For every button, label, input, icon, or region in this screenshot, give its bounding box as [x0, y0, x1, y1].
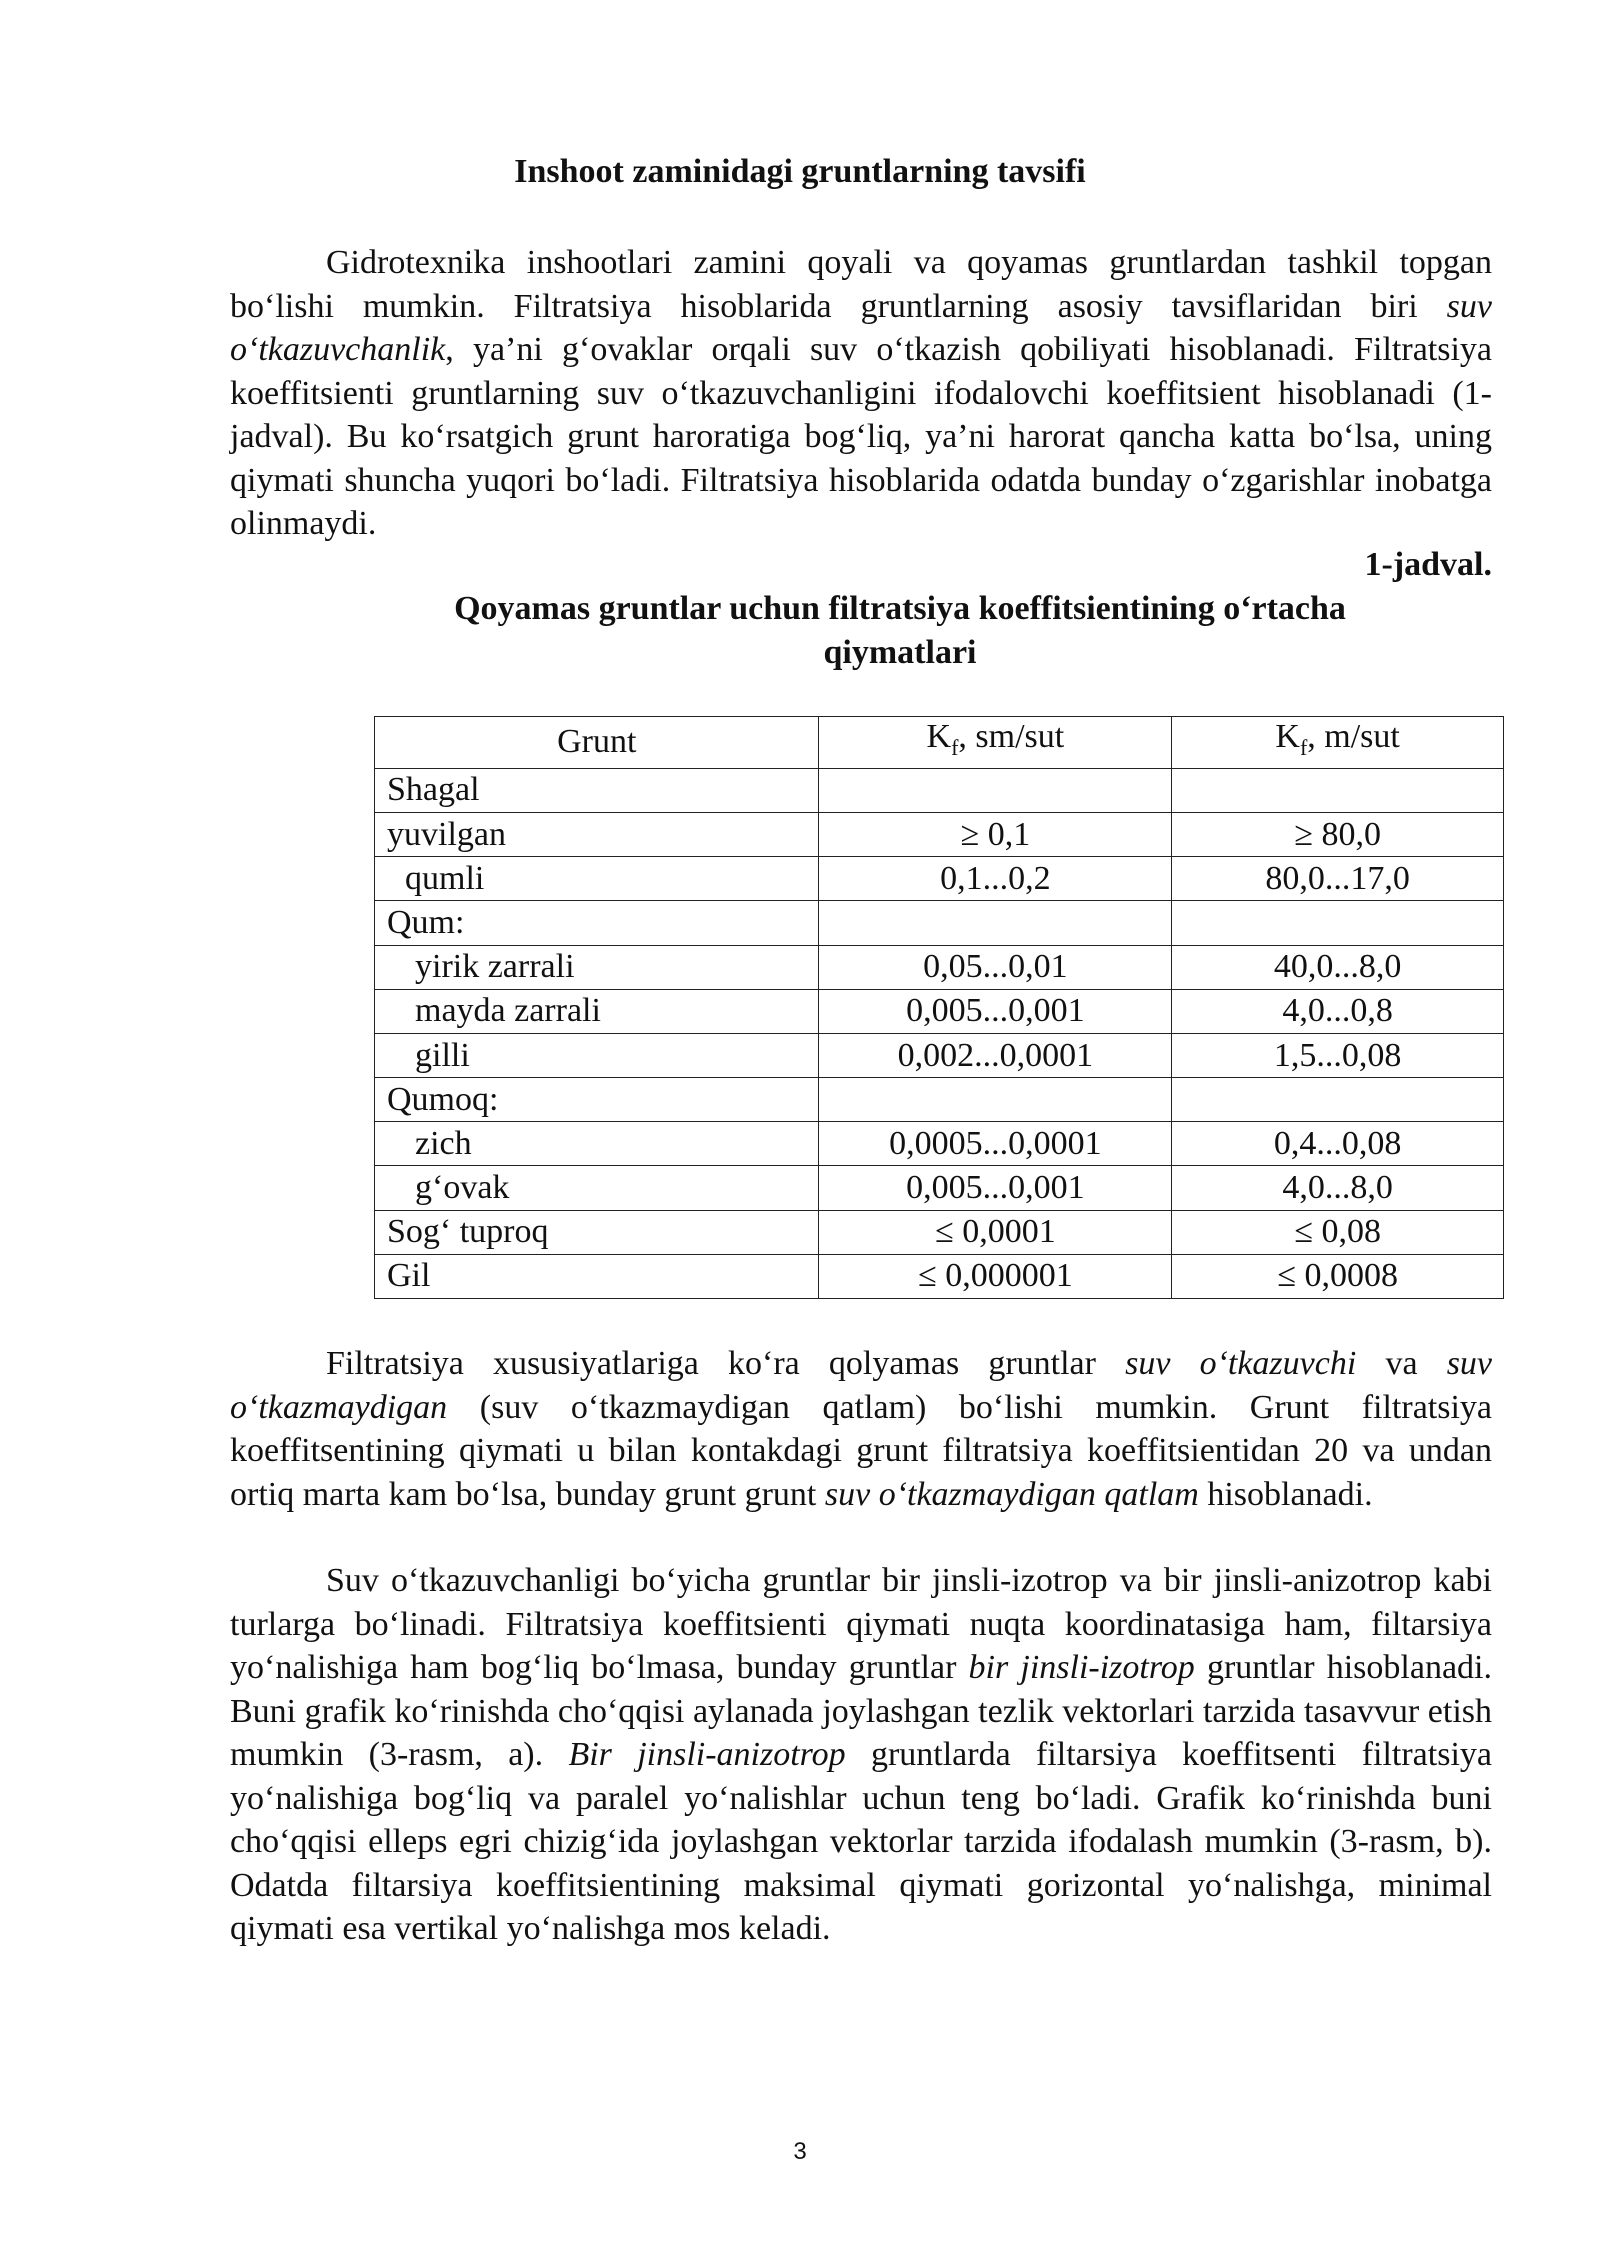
cell-kf-m	[1172, 768, 1504, 812]
cell-grunt: qumli	[375, 857, 819, 901]
table-row	[375, 1254, 1504, 1298]
paragraph-3-text-a: Suv o‘tkazuvchanligi bo‘yicha gruntlar bir jinsli-izotrop va bir jinsli-anizotrop kabi turlarga bo‘linadi. Filtratsiya koeffitsienti qiymati nuqta koordinatasiga ham, filtarsiya yo‘nalishiga ham bog‘liq bo‘lmasa, bunday gruntlar	[230, 1562, 1492, 1686]
table-row	[375, 1078, 1504, 1122]
table-label: 1-jadval.	[1364, 546, 1492, 583]
paragraph-2-text-b: va	[1356, 1345, 1447, 1382]
header-kf-m-unit: , m/sut	[1307, 718, 1400, 755]
paragraph-2-italic-2: suv o‘tkazmaydigan	[230, 1345, 1493, 1426]
cell-kf-sm: 0,1...0,2	[819, 857, 1172, 901]
paragraph-2-italic-1: suv o‘tkazuvchi	[1125, 1345, 1357, 1382]
cell-kf-sm: 0,05...0,01	[819, 945, 1172, 989]
table-header-row	[375, 717, 1504, 769]
cell-kf-m	[1172, 901, 1504, 945]
table-row	[375, 857, 1504, 901]
cell-kf-sm: 0,005...0,001	[819, 1166, 1172, 1210]
paragraph-1-text-a: Gidrotexnika inshootlari zamini qoyali va qoyamas gruntlardan tashkil topgan bo‘lishi mumkin. Filtratsiya hisoblarida gruntlarning asosiy tavsiflaridan biri	[230, 244, 1492, 325]
table-row	[375, 1033, 1504, 1077]
header-kf-sm-symbol: K	[926, 718, 952, 755]
cell-kf-m: 0,4...0,08	[1172, 1122, 1504, 1166]
cell-grunt: gilli	[375, 1033, 819, 1077]
cell-kf-m: 1,5...0,08	[1172, 1033, 1504, 1077]
paragraph-2-italic-3: suv o‘tkazmaydigan qatlam	[824, 1475, 1199, 1513]
cell-grunt: Qum:	[375, 901, 819, 945]
cell-kf-m	[1172, 1078, 1504, 1122]
cell-grunt: Gil	[375, 1254, 819, 1298]
table-row	[375, 989, 1504, 1033]
cell-grunt: Shagal	[375, 768, 819, 812]
table-row	[375, 1166, 1504, 1210]
cell-grunt: Sog‘ tuproq	[375, 1210, 819, 1254]
cell-grunt: g‘ovak	[375, 1166, 819, 1210]
paragraph-3-italic-2: Bir jinsli-anizotrop	[568, 1736, 846, 1773]
cell-kf-sm	[819, 901, 1172, 945]
header-kf-sm	[819, 717, 1172, 769]
filtration-table	[374, 716, 1504, 1299]
cell-grunt: zich	[375, 1122, 819, 1166]
paragraph-2	[230, 1342, 1492, 1516]
header-kf-m-subscript: f	[1299, 734, 1308, 760]
paragraph-2-text-d: hisoblanadi.	[1198, 1475, 1373, 1513]
paragraph-3-text-c: gruntlarda filtarsiya koeffitsenti filtratsiya yo‘nalishiga bog‘liq va paralel yo‘nalishlar uchun teng bo‘ladi. Grafik ko‘rinishda buni cho‘qqisi elleps egri chizig‘ida joylashgan vektorlar tarzida ifodalash mumkin (3-rasm, b). Odatda filtarsiya koeffitsientining maksimal qiymati gorizontal yo‘nalishga, minimal qiymati esa vertikal yo‘nalishga mos keladi.	[230, 1736, 1492, 1947]
cell-kf-sm: 0,0005...0,0001	[819, 1122, 1172, 1166]
header-kf-m	[1172, 717, 1504, 769]
cell-kf-m: ≤ 0,0008	[1172, 1254, 1504, 1298]
cell-kf-m: 80,0...17,0	[1172, 857, 1504, 901]
paragraph-2-text-c: (suv o‘tkazmaydigan qatlam) bo‘lishi mumkin. Grunt filtratsiya koeffitsentining qiymati u bilan kontakdagi grunt filtratsiya koeffitsientidan 20 va undan ortiq marta kam bo‘lsa, bunday grunt grunt	[230, 1388, 1492, 1513]
cell-kf-sm: ≤ 0,000001	[819, 1254, 1172, 1298]
page-number: 3	[793, 2138, 807, 2165]
cell-kf-m: ≤ 0,08	[1172, 1210, 1504, 1254]
table-row	[375, 901, 1504, 945]
table-title: Qoyamas gruntlar uchun filtratsiya koeffitsientining o‘rtacha qiymatlari	[454, 590, 1346, 671]
table-row	[375, 768, 1504, 812]
header-kf-sm-subscript: f	[951, 734, 959, 760]
table-row	[375, 812, 1504, 856]
page-title: Inshoot zaminidagi gruntlarning tavsifi	[514, 153, 1086, 190]
header-grunt: Grunt	[375, 717, 819, 769]
cell-kf-sm	[819, 1078, 1172, 1122]
paragraph-3-text-b: gruntlar hisoblanadi. Buni grafik ko‘rinishda cho‘qqisi aylanada joylashgan tezlik vektorlari tarzida tasavvur etish mumkin (3-rasm, a).	[230, 1649, 1492, 1773]
cell-grunt: yirik zarrali	[375, 945, 819, 989]
cell-kf-m: ≥ 80,0	[1172, 812, 1504, 856]
cell-kf-sm: ≥ 0,1	[819, 812, 1172, 856]
paragraph-3-italic-1: bir jinsli-izotrop	[968, 1649, 1195, 1686]
cell-kf-m: 4,0...0,8	[1172, 989, 1504, 1033]
cell-kf-sm: ≤ 0,0001	[819, 1210, 1172, 1254]
table-row	[375, 1122, 1504, 1166]
paragraph-1	[230, 241, 1492, 546]
cell-kf-m: 40,0...8,0	[1172, 945, 1504, 989]
table-row	[375, 1210, 1504, 1254]
cell-kf-m: 4,0...8,0	[1172, 1166, 1504, 1210]
cell-grunt: yuvilgan	[375, 812, 819, 856]
paragraph-1-text-b: , ya’ni g‘ovaklar orqali suv o‘tkazish qobiliyati hisoblanadi. Filtratsiya koeffitsienti gruntlarning suv o‘tkazuvchanligini ifodalovchi koeffitsient hisoblanadi (1-jadval). Bu ko‘rsatgich grunt haroratiga bog‘liq, ya’ni harorat qancha katta bo‘lsa, uning qiymati shuncha yuqori bo‘ladi. Filtratsiya hisoblarida odatda bunday o‘zgarishlar inobatga olinmaydi.	[230, 331, 1492, 542]
header-kf-m-symbol: K	[1275, 718, 1300, 755]
cell-grunt: Qumoq:	[375, 1078, 819, 1122]
header-kf-sm-unit: , sm/sut	[958, 718, 1065, 755]
paragraph-2-text-a: Filtratsiya xususiyatlariga ko‘ra qolyamas gruntlar	[326, 1345, 1126, 1382]
paragraph-3	[230, 1559, 1492, 1951]
cell-kf-sm: 0,005...0,001	[819, 989, 1172, 1033]
cell-kf-sm	[819, 768, 1172, 812]
table-row	[375, 945, 1504, 989]
cell-kf-sm: 0,002...0,0001	[819, 1033, 1172, 1077]
cell-grunt: mayda zarrali	[375, 989, 819, 1033]
paragraph-1-italic-term: suv o‘tkazuvchanlik	[230, 287, 1492, 368]
